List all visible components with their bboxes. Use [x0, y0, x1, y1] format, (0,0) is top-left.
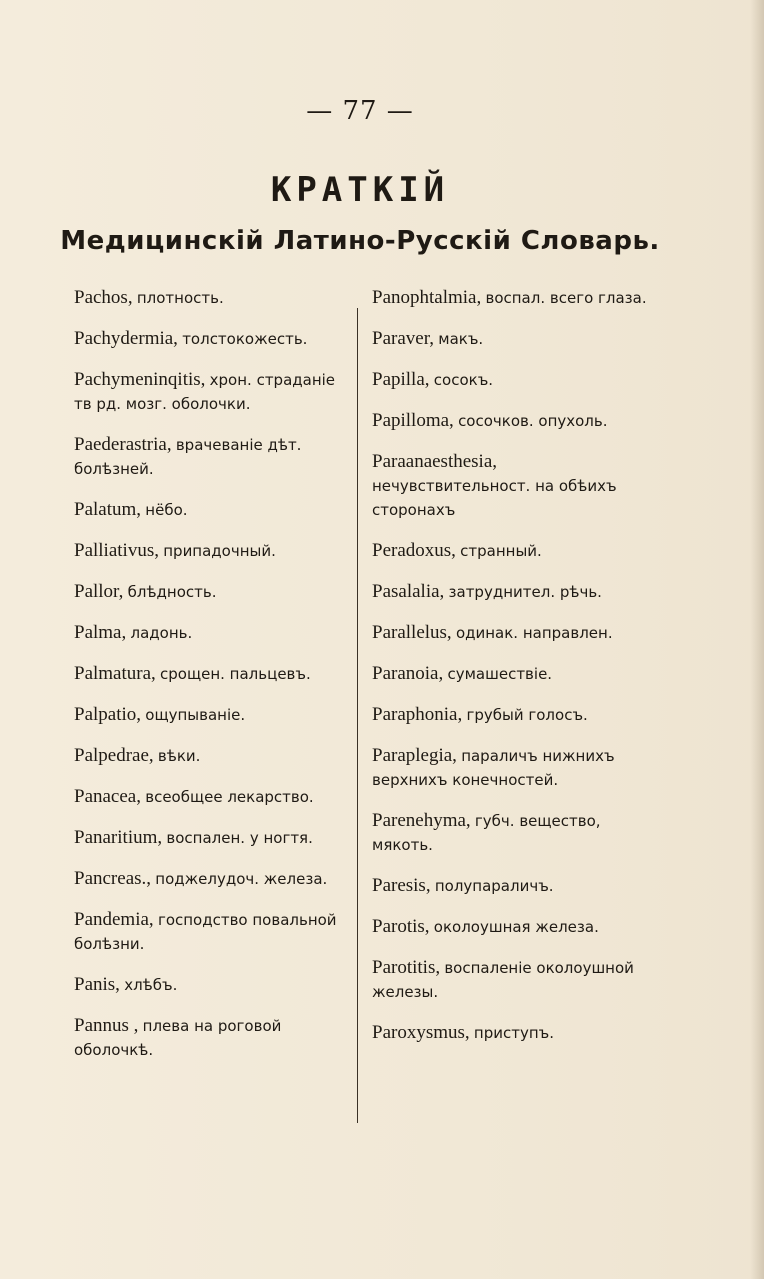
entry-russian-definition: воспален. у ногтя. — [166, 829, 313, 847]
entry-russian-definition: блѣдность. — [127, 583, 217, 601]
entry-latin-term: Paranoia, — [372, 663, 444, 684]
entry-latin-term: Pachymeninqitis, — [74, 369, 206, 390]
right-column — [372, 286, 652, 1062]
entry-latin-term: Pandemia, — [74, 909, 154, 930]
entry-russian-definition: нечувствительност. на обѣихъ сторонахъ — [372, 477, 617, 519]
dictionary-entry — [372, 1021, 652, 1045]
dictionary-entry — [74, 908, 352, 956]
column-divider — [357, 308, 358, 1123]
dictionary-entry — [74, 327, 352, 351]
entry-latin-term: Pallor, — [74, 581, 124, 602]
entry-latin-term: Paraphonia, — [372, 704, 463, 725]
entry-latin-term: Paederastria, — [74, 434, 172, 455]
entry-latin-term: Palpatio, — [74, 704, 142, 725]
entry-russian-definition: всеобщее лекарство. — [145, 788, 314, 806]
dictionary-entry — [74, 703, 352, 727]
dictionary-entry — [74, 1014, 352, 1062]
entry-russian-definition: сосокъ. — [433, 371, 494, 389]
entry-latin-term: Pasalalia, — [372, 581, 445, 602]
entry-russian-definition: приступъ. — [473, 1024, 555, 1042]
entry-russian-definition: срощен. пальцевъ. — [160, 665, 311, 683]
entry-latin-term: Palliativus, — [74, 540, 159, 561]
entry-latin-term: Paraplegia, — [372, 745, 457, 766]
dictionary-entry — [372, 809, 652, 857]
entry-latin-term: Palmatura, — [74, 663, 156, 684]
entry-russian-definition: врачеваніе дѣт. болѣзней. — [74, 436, 302, 478]
entry-latin-term: Paroxysmus, — [372, 1022, 470, 1043]
entry-latin-term: Panophtalmia, — [372, 287, 482, 308]
dictionary-entry — [74, 433, 352, 481]
entry-russian-definition: припадочный. — [163, 542, 276, 560]
entry-russian-definition: ладонь. — [130, 624, 193, 642]
entry-russian-definition: параличъ нижнихъ верхнихъ конечностей. — [372, 747, 615, 789]
dictionary-entry — [372, 286, 652, 310]
entry-russian-definition: губч. вещество, мякоть. — [372, 812, 601, 854]
entry-latin-term: Paraver, — [372, 328, 435, 349]
dictionary-entry — [74, 826, 352, 850]
page-number: — 77 — — [306, 96, 414, 126]
entry-latin-term: Pachos, — [74, 287, 133, 308]
entry-latin-term: Palatum, — [74, 499, 142, 520]
entry-russian-definition: странный. — [460, 542, 542, 560]
dictionary-entry — [372, 368, 652, 392]
entry-russian-definition: поджелудоч. железа. — [155, 870, 328, 888]
entry-russian-definition: полупараличъ. — [434, 877, 554, 895]
dictionary-entry — [372, 703, 652, 727]
entry-russian-definition: хлѣбъ. — [124, 976, 178, 994]
entry-latin-term: Pancreas., — [74, 868, 152, 889]
dictionary-entry — [74, 539, 352, 563]
entry-latin-term: Parallelus, — [372, 622, 452, 643]
dictionary-entry — [372, 450, 652, 522]
dictionary-entry — [372, 409, 652, 433]
dictionary-entry — [372, 539, 652, 563]
entry-russian-definition: плотность. — [136, 289, 224, 307]
dictionary-entry — [372, 621, 652, 645]
entry-russian-definition: воспал. всего глаза. — [485, 289, 647, 307]
page-subtitle: Медицинскій Латино-Русскій Словарь. — [60, 226, 660, 256]
entry-russian-definition: сумашествіе. — [447, 665, 553, 683]
entry-latin-term: Peradoxus, — [372, 540, 456, 561]
dictionary-entry — [74, 973, 352, 997]
entry-russian-definition: ощупываніе. — [145, 706, 246, 724]
dictionary-entry — [372, 662, 652, 686]
entry-russian-definition: нёбо. — [145, 501, 188, 519]
entry-russian-definition: грубый голосъ. — [466, 706, 588, 724]
entry-latin-term: Paraanaesthesia, — [372, 451, 498, 472]
dictionary-entry — [74, 867, 352, 891]
entry-latin-term: Parotitis, — [372, 957, 441, 978]
dictionary-entry — [74, 662, 352, 686]
entry-latin-term: Parenehyma, — [372, 810, 471, 831]
entry-latin-term: Papilloma, — [372, 410, 454, 431]
entry-russian-definition: сосочков. опухоль. — [458, 412, 608, 430]
entry-latin-term: Panis, — [74, 974, 120, 995]
entry-russian-definition: макъ. — [438, 330, 484, 348]
dictionary-entry — [74, 744, 352, 768]
entry-russian-definition: воспаленіе околоушной железы. — [372, 959, 634, 1001]
entry-latin-term: Pachydermia, — [74, 328, 178, 349]
entry-latin-term: Panaritium, — [74, 827, 163, 848]
entry-russian-definition: плева на роговой оболочкѣ. — [74, 1017, 282, 1059]
dictionary-entry — [372, 580, 652, 604]
entry-latin-term: Palma, — [74, 622, 127, 643]
dictionary-entry — [74, 286, 352, 310]
entry-latin-term: Panacea, — [74, 786, 141, 807]
entry-russian-definition: вѣки. — [157, 747, 201, 765]
dictionary-entry — [372, 956, 652, 1004]
dictionary-entry — [74, 621, 352, 645]
page-edge-shadow — [750, 0, 764, 1279]
dictionary-entry — [372, 874, 652, 898]
dictionary-entry — [74, 785, 352, 809]
entry-russian-definition: господство повальной болѣзни. — [74, 911, 337, 953]
entry-latin-term: Parotis, — [372, 916, 430, 937]
dictionary-entry — [372, 915, 652, 939]
dictionary-entry — [74, 580, 352, 604]
left-column — [74, 286, 352, 1079]
entry-russian-definition: околоушная железа. — [433, 918, 599, 936]
entry-russian-definition: одинак. направлен. — [455, 624, 613, 642]
dictionary-entry — [74, 498, 352, 522]
entry-latin-term: Papilla, — [372, 369, 430, 390]
entry-latin-term: Palpedrae, — [74, 745, 154, 766]
entry-russian-definition: затруднител. рѣчь. — [448, 583, 602, 601]
entry-russian-definition: толстокожесть. — [182, 330, 308, 348]
entry-latin-term: Paresis, — [372, 875, 431, 896]
dictionary-entry — [74, 368, 352, 416]
dictionary-entry — [372, 327, 652, 351]
page-title: КРАТКІЙ — [270, 170, 450, 210]
entry-russian-definition: хрон. страданіе тв рд. мозг. оболочки. — [74, 371, 336, 413]
dictionary-entry — [372, 744, 652, 792]
entry-latin-term: Pannus , — [74, 1015, 139, 1036]
